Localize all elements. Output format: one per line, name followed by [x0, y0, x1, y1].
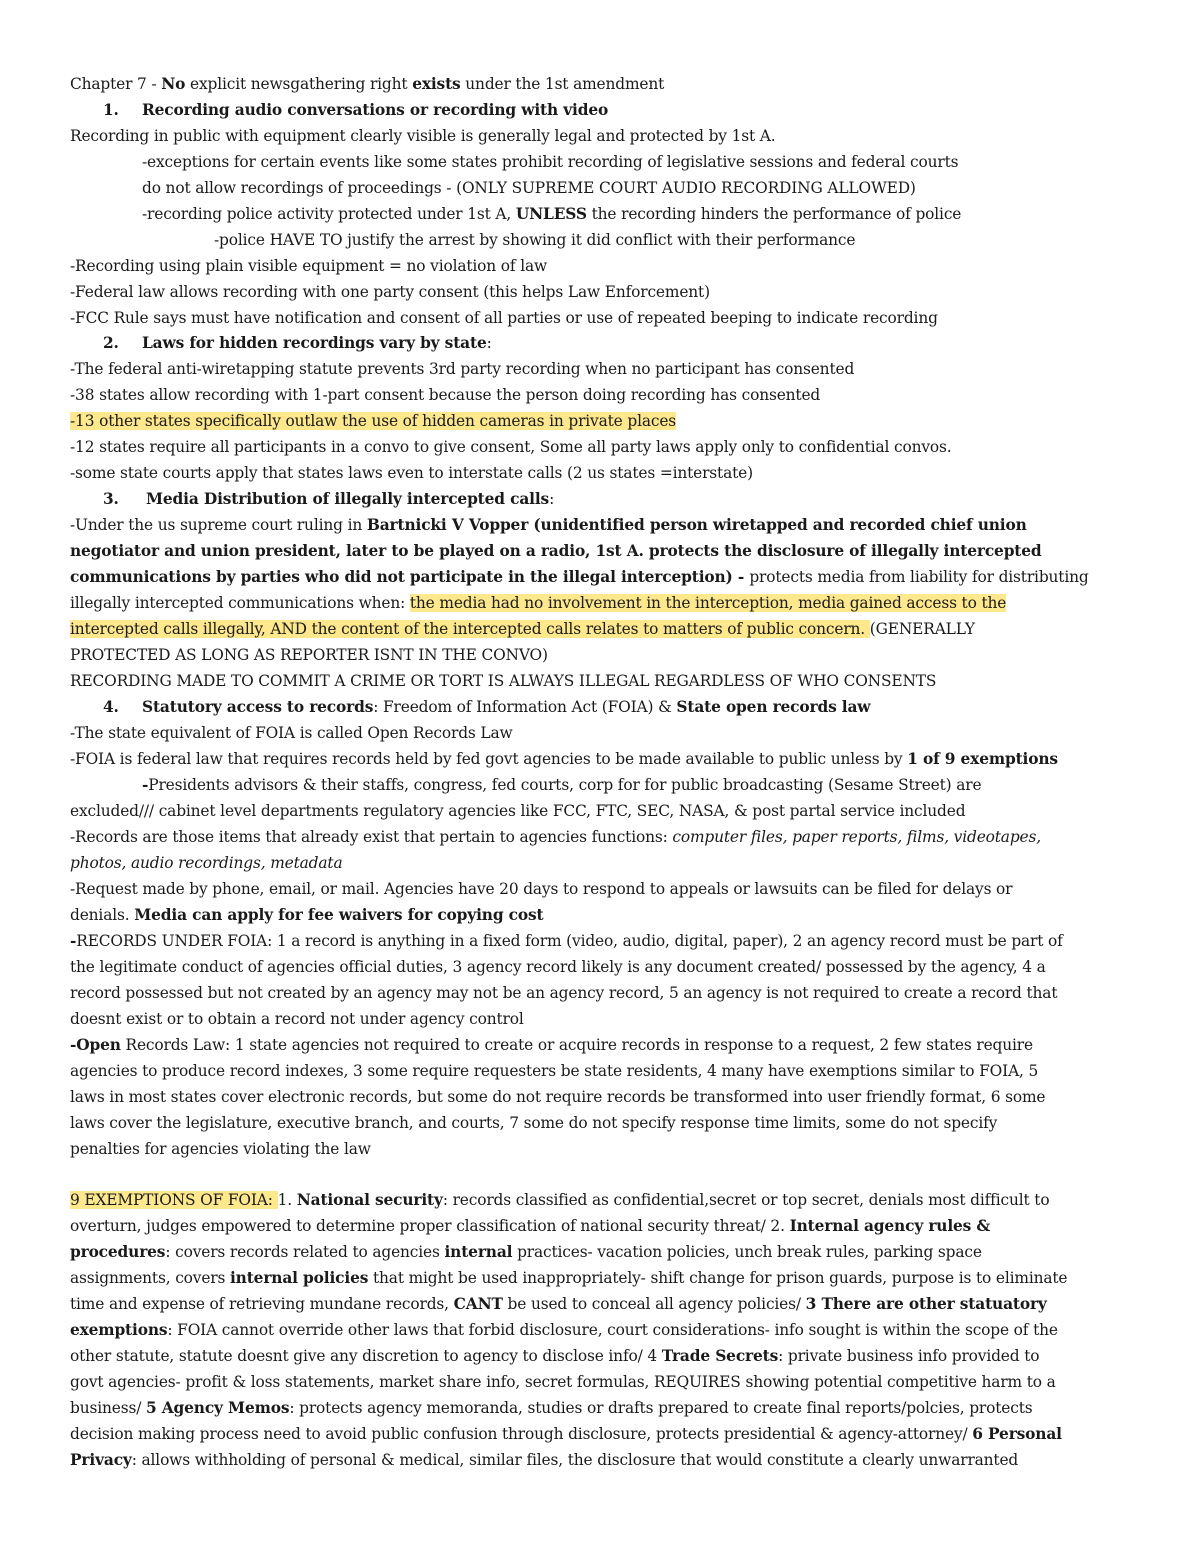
text-line: RECORDING MADE TO COMMIT A CRIME OR TORT IS ALWAYS ILLEGAL REGARDLESS OF WHO CONSENTS [70, 672, 937, 690]
text-line: record possessed but not created by an agency may not be an agency record, 5 an agency is not required to create a record that [70, 984, 1058, 1002]
text-line: laws cover the legislature, executive branch, and courts, 7 some do not specify response time limits, some do not specify [70, 1114, 998, 1132]
text-line: business/ 5 Agency Memos: protects agency memoranda, studies or drafts prepared to create final reports/polcies, protects [70, 1399, 1033, 1417]
text-line: negotiator and union president, later to be played on a radio, 1st A. protects the disclosure of illegally intercepted [70, 542, 1042, 560]
text-line: -Federal law allows recording with one party consent (this helps Law Enforcement) [70, 283, 710, 301]
section-4-heading: Statutory access to records: Freedom of Information Act (FOIA) & State open records law [142, 698, 871, 716]
section-2-number: 2. [103, 334, 119, 352]
text-line: Recording in public with equipment clearly visible is generally legal and protected by 1st A. [70, 127, 776, 145]
text-line: the legitimate conduct of agencies official duties, 3 agency record likely is any document created/ possessed by the agency, 4 a [70, 958, 1046, 976]
text-line: -Presidents advisors & their staffs, congress, fed courts, corp for for public broadcasting (Sesame Street) are [142, 776, 982, 794]
exemptions-heading-line: 9 EXEMPTIONS OF FOIA: 1. National security: records classified as confidential,secret or top secret, denials most difficult to [70, 1191, 1050, 1209]
text-line: agencies to produce record indexes, 3 some require requesters be state residents, 4 many have exemptions similar to FOIA, 5 [70, 1062, 1039, 1080]
text-line: -police HAVE TO justify the arrest by showing it did conflict with their performance [214, 231, 856, 249]
text-line: exemptions: FOIA cannot override other laws that forbid disclosure, court considerations- info sought is within the scope of the [70, 1321, 1058, 1339]
text-line: overturn, judges empowered to determine proper classification of national security threat/ 2. Internal agency rules & [70, 1217, 991, 1235]
text-line: -The federal anti-wiretapping statute prevents 3rd party recording when no participant has consented [70, 360, 855, 378]
text-line: -12 states require all participants in a convo to give consent, Some all party laws apply only to confidential convos. [70, 438, 952, 456]
text-line: govt agencies- profit & loss statements, market share info, secret formulas, REQUIRES showing potential competitive harm to a [70, 1373, 1056, 1391]
text-line: -Open Records Law: 1 state agencies not required to create or acquire records in response to a request, 2 few states require [70, 1036, 1033, 1054]
chapter-heading: Chapter 7 - No explicit newsgathering right exists under the 1st amendment [70, 75, 665, 93]
text-line: procedures: covers records related to agencies internal practices- vacation policies, unch break rules, parking space [70, 1243, 982, 1261]
text-line: -FCC Rule says must have notification and consent of all parties or use of repeated beeping to indicate recording [70, 309, 938, 327]
text-line: -The state equivalent of FOIA is called Open Records Law [70, 724, 513, 742]
section-3-heading: Media Distribution of illegally intercepted calls: [146, 490, 555, 508]
text-line: -Under the us supreme court ruling in Bartnicki V Vopper (unidentified person wiretapped and recorded chief union [70, 516, 1027, 534]
text-line: assignments, covers internal policies that might be used inappropriately- shift change for prison guards, purpose is to eliminate [70, 1269, 1068, 1287]
text-line: photos, audio recordings, metadata [70, 854, 343, 872]
text-line: -some state courts apply that states laws even to interstate calls (2 us states =interstate) [70, 464, 753, 482]
section-1-number: 1. [103, 101, 119, 119]
text-line: doesnt exist or to obtain a record not under agency control [70, 1010, 524, 1028]
section-4-number: 4. [103, 698, 119, 716]
text-line: intercepted calls illegally, AND the content of the intercepted calls relates to matters of public concern. (GENERALLY [70, 620, 975, 638]
text-line: PROTECTED AS LONG AS REPORTER ISNT IN THE CONVO) [70, 646, 548, 664]
section-3-number: 3. [103, 490, 119, 508]
text-line: -Records are those items that already exist that pertain to agencies functions: computer files, paper reports, films, videotapes, [70, 828, 1041, 846]
text-line: communications by parties who did not participate in the illegal interception) - protects media from liability for distributing [70, 568, 1089, 586]
section-2-heading: Laws for hidden recordings vary by state: [142, 334, 492, 352]
text-line: -FOIA is federal law that requires records held by fed govt agencies to be made available to public unless by 1 of 9 exemptions [70, 750, 1058, 768]
text-line: -Request made by phone, email, or mail. Agencies have 20 days to respond to appeals or lawsuits can be filed for delays or [70, 880, 1013, 898]
text-line: -Recording using plain visible equipment = no violation of law [70, 257, 548, 275]
text-line: illegally intercepted communications when: the media had no involvement in the interception, media gained access to the [70, 594, 1007, 612]
text-line: -recording police activity protected under 1st A, UNLESS the recording hinders the performance of police [142, 205, 962, 223]
text-line: -RECORDS UNDER FOIA: 1 a record is anything in a fixed form (video, audio, digital, paper), 2 an agency record must be part of [70, 932, 1063, 950]
text-line: penalties for agencies violating the law [70, 1140, 371, 1158]
text-line: time and expense of retrieving mundane records, CANT be used to conceal all agency policies/ 3 There are other statuatory [70, 1295, 1047, 1313]
text-line: decision making process need to avoid public confusion through disclosure, protects presidential & agency-attorney/ 6 Personal [70, 1425, 1062, 1443]
text-line: other statute, statute doesnt give any discretion to agency to disclose info/ 4 Trade Secrets: private business info provided to [70, 1347, 1040, 1365]
text-line: -exceptions for certain events like some states prohibit recording of legislative sessions and federal courts [142, 153, 959, 171]
text-line: excluded/// cabinet level departments regulatory agencies like FCC, FTC, SEC, NASA, & post partal service included [70, 802, 966, 820]
text-line: laws in most states cover electronic records, but some do not require records be transformed into user friendly format, 6 some [70, 1088, 1046, 1106]
text-line: Privacy: allows withholding of personal & medical, similar files, the disclosure that would constitute a clearly unwarranted [70, 1451, 1019, 1469]
text-line: do not allow recordings of proceedings - (ONLY SUPREME COURT AUDIO RECORDING ALLOWED) [142, 179, 916, 197]
highlighted-line: -13 other states specifically outlaw the use of hidden cameras in private places [70, 412, 677, 430]
text-line: -38 states allow recording with 1-part consent because the person doing recording has consented [70, 386, 821, 404]
section-1-heading: Recording audio conversations or recording with video [142, 101, 609, 119]
text-line: denials. Media can apply for fee waivers for copying cost [70, 906, 544, 924]
